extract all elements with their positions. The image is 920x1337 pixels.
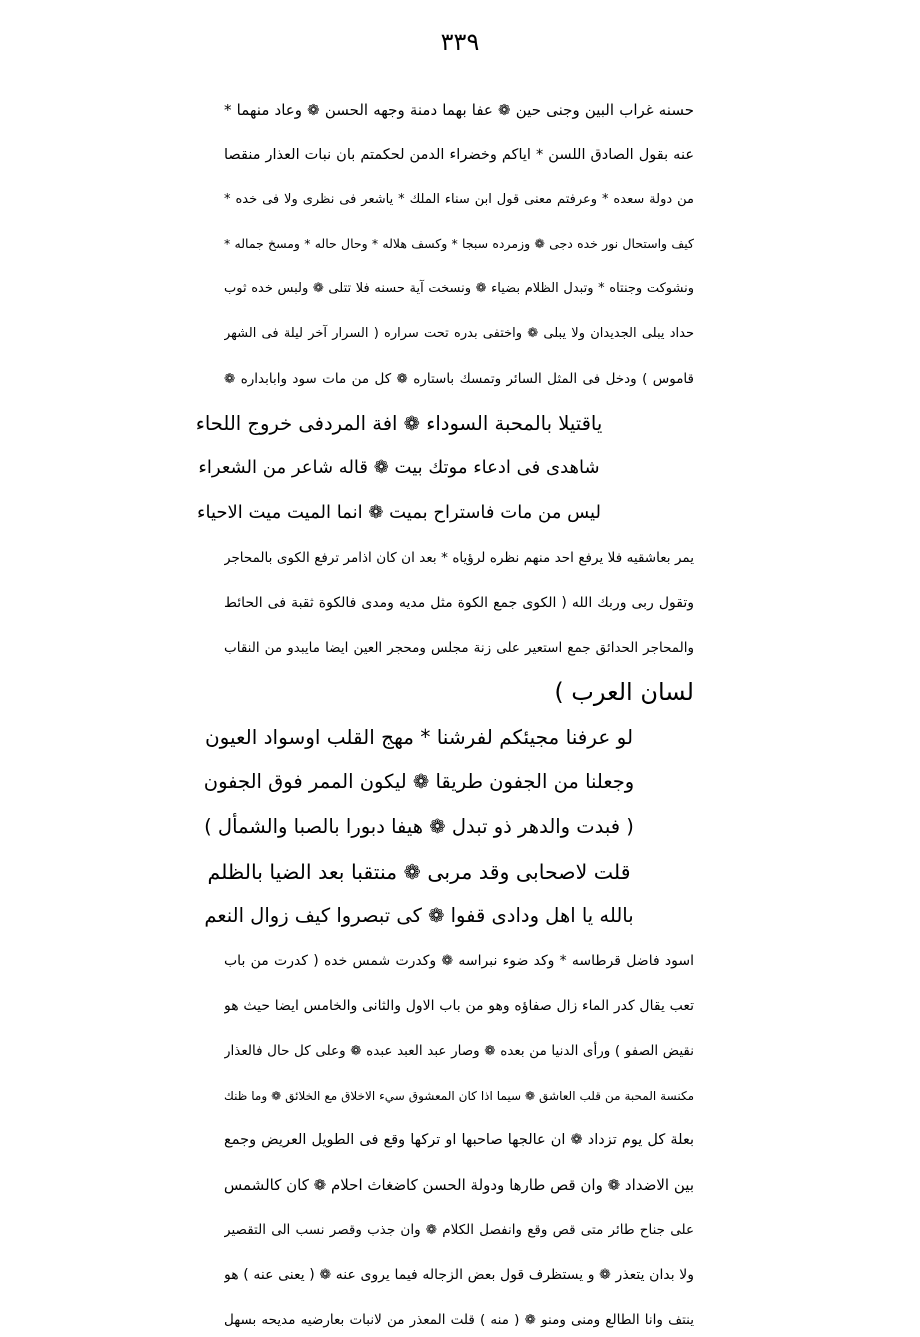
verse-line: وجعلنا من الجفون طريقا ❁ ليكون الممر فوق الجفون	[203, 769, 635, 793]
text-line: لسان العرب )	[554, 678, 694, 707]
verse-line: ياقتيلا بالمحبة السوداء ❁ افة المردفى خروج اللحاء	[195, 411, 603, 435]
text-line: قاموس ) ودخل فى المثل السائر وتمسك باستاره ❁ كل من مات سود وابابداره ❁	[224, 370, 694, 387]
text-line: والمحاجر الحدائق جمع استعير على زنة مجلس ومحجر العين ايضا مايبدو من النقاب	[224, 639, 694, 656]
text-line: مكنسة المحبة من قلب العاشق ❁ سيما اذا كان المعشوق سيء الاخلاق مع الخلائق ❁ وما ظنك	[224, 1088, 694, 1103]
text-line: يمر بعاشقيه فلا يرفع احد منهم نظره لرؤياه * بعد ان كان اذامر ترفع الكوى بالمحاجر	[224, 549, 694, 566]
verse-line: قلت لاصحابى وقد مربى ❁ منتقبا بعد الضيا بالظلم	[207, 859, 631, 884]
text-line: نقيض الصفو ) ورأى الدنيا من بعده ❁ وصار عبد العبد عبده ❁ وعلى كل حال فالعذار	[224, 1042, 694, 1059]
verse-line: ليس من مات فاستراح بميت ❁ انما الميت ميت الاحياء	[197, 502, 601, 524]
text-line: ونشوكت وجنتاه * وتبدل الظلام بضياء ❁ ونسخت آية حسنه فلا تتلى ❁ ولبس خده ثوب	[224, 281, 694, 297]
text-line: عنه بقول الصادق اللسن * اياكم وخضراء الدمن لحكمتم بان نبات العذار منقصا	[224, 146, 694, 163]
text-line: وتقول ربى وربك الله ( الكوى جمع الكوة مثل مديه ومدى فالكوة ثقبة فى الحائط	[224, 594, 694, 611]
verse-line: بالله يا اهل ودادى قفوا ❁ كى تبصروا كيف زوال النعم	[204, 904, 634, 928]
text-line: ولا بدان يتعذر ❁ و يستظرف قول بعض الزجاله فيما يروى عنه ❁ ( يعنى عنه ) هو	[224, 1266, 694, 1283]
text-block	[195, 88, 694, 1337]
text-line: ينتف وانا الطالع ومنى ومنو ❁ ( منه ) قلت المعذر من لانبات بعارضيه مديحه بسهل	[224, 1311, 694, 1328]
text-line: بين الاضداد ❁ وان قص طارها ودولة الحسن كاضغاث احلام ❁ كان كالشمس	[224, 1176, 694, 1195]
verse-line: لو عرفنا مجيئكم لفرشنا * مهج القلب اوسواد العيون	[204, 725, 634, 750]
verse-line: شاهدى فى ادعاء موتك بيت ❁ قاله شاعر من الشعراء	[198, 457, 600, 479]
text-line: حسنه غراب البين وجنى حين ❁ عفا بهما دمنة وجهه الحسن ❁ وعاد منهما *	[224, 101, 694, 119]
text-line: تعب يقال كدر الماء زال صفاؤه وهو من باب الاول والثانى والخامس ايضا حيث هو	[224, 997, 694, 1014]
text-line: من دولة سعده * وعرفتم معنى قول ابن سناء الملك * ياشعر فى نظرى ولا فى خده *	[224, 191, 694, 207]
page-number: ٣٣٩	[440, 28, 480, 56]
text-line: اسود فاضل قرطاسه * وكد ضوء نبراسه ❁ وكدرت شمس خده ( كدرت من باب	[224, 953, 694, 970]
text-line: حداد يبلى الجديدان ولا يبلى ❁ واختفى بدره تحت سراره ( السرار آخر ليلة فى الشهر	[224, 325, 694, 341]
verse-line: ( فبدت والدهر ذو تبدل ❁ هيفا دبورا بالصبا والشمأل )	[204, 814, 634, 838]
text-line: على جناح طائر متى قص وقع وانفصل الكلام ❁ وان جذب وقصر نسب الى التقصير	[224, 1221, 694, 1238]
text-line: كيف واستحال نور خده دجى ❁ وزمرده سبجا * وكسف هلاله * وحال حاله * ومسخ جماله *	[224, 236, 694, 252]
text-line: بعلة كل يوم تزداد ❁ ان عالجها صاحبها او تركها وقع فى الطويل العريض وجمع	[224, 1132, 694, 1149]
